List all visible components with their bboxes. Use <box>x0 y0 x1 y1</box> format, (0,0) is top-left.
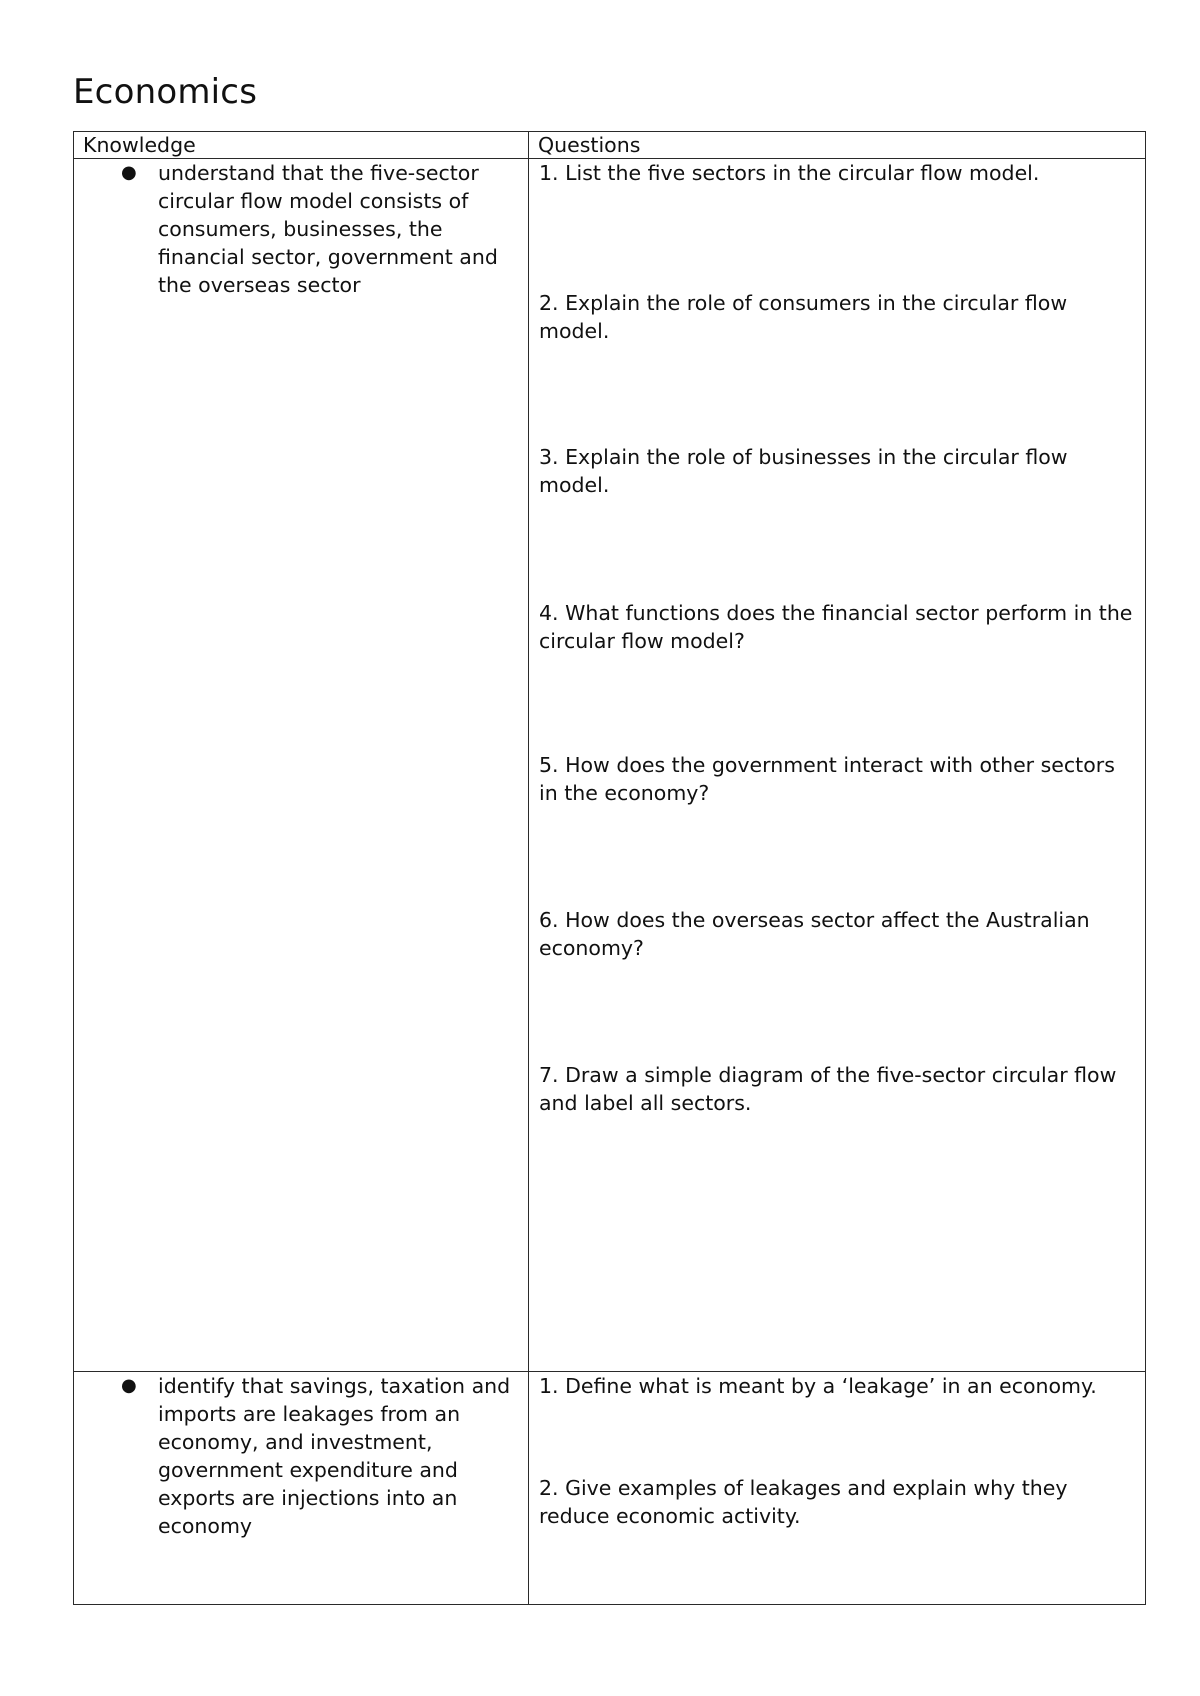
question-item: 2. Give examples of leakages and explain why they reduce economic activity. <box>539 1476 1068 1528</box>
knowledge-text: identify that savings, taxation and imports are leakages from an economy, and investment, government expenditure and exports are injections into an economy <box>158 1374 511 1538</box>
knowledge-cell <box>74 159 529 1372</box>
document-title: Economics <box>73 72 258 112</box>
question-item: 1. Define what is meant by a ‘leakage’ in an economy. <box>539 1374 1097 1398</box>
knowledge-questions-table <box>73 131 1146 1605</box>
table-header-row <box>74 132 1146 159</box>
question-item: 4. What functions does the financial sector perform in the circular flow model? <box>539 601 1133 653</box>
knowledge-bullet <box>74 159 528 299</box>
bullet-icon: ● <box>121 162 137 183</box>
knowledge-bullet <box>74 1372 528 1540</box>
questions-cell <box>529 1372 1146 1605</box>
question-item: 3. Explain the role of businesses in the circular flow model. <box>539 445 1068 497</box>
table-row <box>74 1372 1146 1605</box>
knowledge-cell <box>74 1372 529 1605</box>
question-item: 5. How does the government interact with other sectors in the economy? <box>539 753 1115 805</box>
question-item: 6. How does the overseas sector affect the Australian economy? <box>539 908 1090 960</box>
question-item: 7. Draw a simple diagram of the five-sector circular flow and label all sectors. <box>539 1063 1117 1115</box>
knowledge-text: understand that the five-sector circular flow model consists of consumers, businesses, the financial sector, government and the overseas sector <box>158 161 498 297</box>
question-item: 2. Explain the role of consumers in the circular flow model. <box>539 291 1068 343</box>
bullet-icon: ● <box>121 1375 137 1396</box>
header-questions: Questions <box>529 132 1146 159</box>
questions-cell <box>529 159 1146 1372</box>
question-item: 1. List the five sectors in the circular flow model. <box>539 161 1040 185</box>
header-knowledge: Knowledge <box>74 132 529 159</box>
table-row <box>74 159 1146 1372</box>
